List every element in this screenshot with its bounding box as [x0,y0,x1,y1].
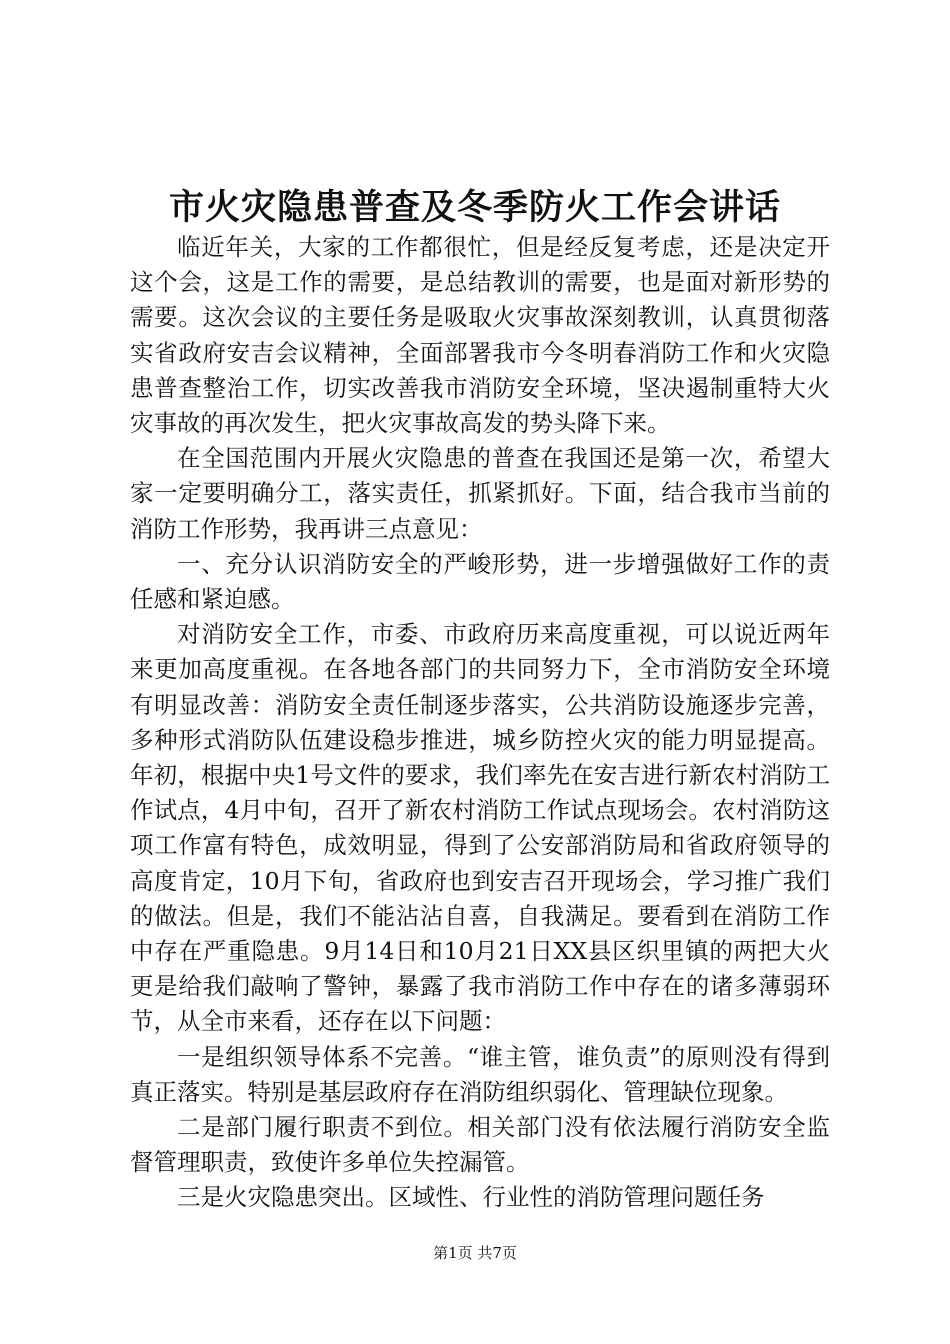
paragraph: 一是组织领导体系不完善。“谁主管，谁负责”的原则没有得到真正落实。特别是基层政府存在消防组织弱化、管理缺位现象。 [130,1042,830,1106]
paragraph: 二是部门履行职责不到位。相关部门没有依法履行消防安全监督管理职责，致使许多单位失控漏管。 [130,1113,830,1177]
paragraph: 对消防安全工作，市委、市政府历来高度重视，可以说近两年来更加高度重视。在各地各部门的共同努力下，全市消防安全环境有明显改善：消防安全责任制逐步落实，公共消防设施逐步完善，多种形式消防队伍建设稳步推进，城乡防控火灾的能力明显提高。年初，根据中央1号文件的要求，我们率先在安吉进行新农村消防工作试点，4月中旬，召开了新农村消防工作试点现场会。农村消防这项工作富有特色，成效明显，得到了公安部消防局和省政府领导的高度肯定，10月下旬，省政府也到安吉召开现场会，学习推广我们的做法。但是，我们不能沾沾自喜，自我满足。要看到在消防工作中存在严重隐患。9月14日和10月21日XX县区织里镇的两把大火更是给我们敲响了警钟，暴露了我市消防工作中存在的诸多薄弱环节，从全市来看，还存在以下问题： [130,620,830,1036]
document-body [130,230,830,1216]
page-number-footer: 第1页 共7页 [433,1244,517,1262]
paragraph: 临近年关，大家的工作都很忙，但是经反复考虑，还是决定开这个会，这是工作的需要，是总结教训的需要，也是面对新形势的需要。这次会议的主要任务是吸取火灾事故深刻教训，认真贯彻落实省政府安吉会议精神，全面部署我市今冬明春消防工作和火灾隐患普查整治工作，切实改善我市消防安全环境，坚决遏制重特大火灾事故的再次发生，把火灾事故高发的势头降下来。 [130,233,830,438]
section-heading: 一、充分认识消防安全的严峻形势，进一步增强做好工作的责任感和紧迫感。 [130,549,830,614]
document-title: 市火灾隐患普查及冬季防火工作会讲话 [168,187,781,228]
paragraph: 三是火灾隐患突出。区域性、行业性的消防管理问题任务 [177,1183,765,1212]
paragraph: 在全国范围内开展火灾隐患的普查在我国还是第一次，希望大家一定要明确分工，落实责任，抓紧抓好。下面，结合我市当前的消防工作形势，我再讲三点意见： [130,444,830,543]
